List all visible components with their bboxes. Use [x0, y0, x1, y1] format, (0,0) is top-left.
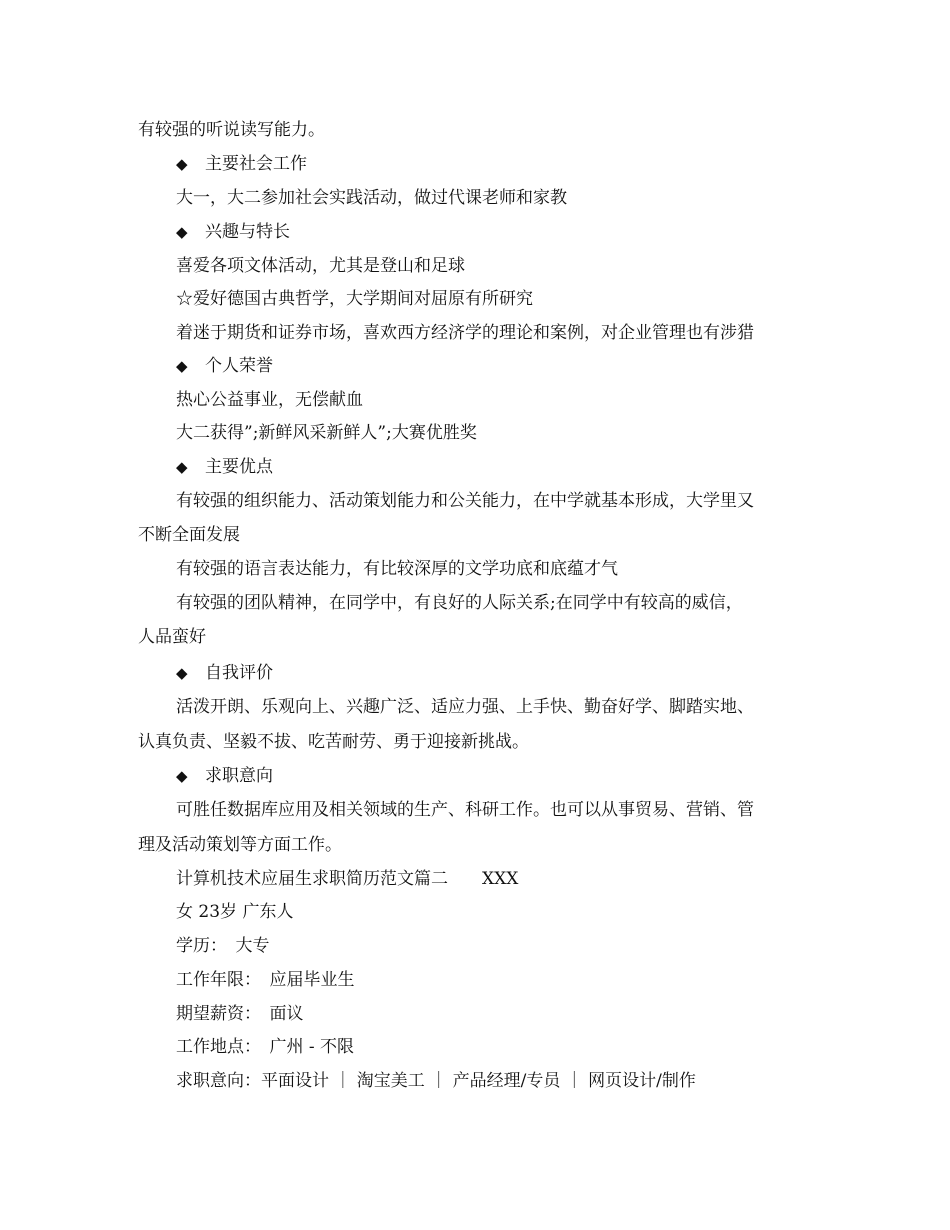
- paragraph-line: 喜爱各项文体活动，尤其是登山和足球: [176, 256, 465, 276]
- paragraph-line: 热心公益事业，无偿献血: [176, 390, 363, 410]
- diamond-bullet-icon: ◆: [176, 223, 188, 241]
- paragraph-line: 不断全面发展: [138, 525, 240, 545]
- section-heading-text: 个人荣誉: [205, 356, 273, 376]
- paragraph-line: 大二获得”;新鲜风采新鲜人”;大赛优胜奖: [176, 423, 477, 443]
- paragraph-line: 人品蛮好: [138, 627, 206, 647]
- resume-two-work-years: 工作年限： 应届毕业生: [176, 970, 355, 990]
- diamond-bullet-icon: ◆: [176, 357, 188, 375]
- paragraph-line: 可胜任数据库应用及相关领域的生产、科研工作。也可以从事贸易、营销、管: [176, 800, 754, 820]
- resume-two-title: 计算机技术应届生求职简历范文篇二 XXX: [176, 869, 519, 889]
- section-heading-self-eval: [176, 661, 273, 685]
- section-heading-text: 主要社会工作: [205, 154, 307, 174]
- paragraph-line: 有较强的语言表达能力，有比较深厚的文学功底和底蕴才气: [176, 559, 618, 579]
- paragraph-line: 有较强的团队精神，在同学中，有良好的人际关系;在同学中有较高的威信，: [176, 593, 743, 613]
- paragraph-line: 认真负责、坚毅不拔、吃苦耐劳、勇于迎接新挑战。: [138, 732, 529, 752]
- section-heading-strengths: [176, 455, 273, 479]
- section-heading-interests: [176, 220, 290, 244]
- paragraph-line: 活泼开朗、乐观向上、兴趣广泛、适应力强、上手快、勤奋好学、脚踏实地、: [176, 697, 754, 717]
- diamond-bullet-icon: ◆: [176, 664, 188, 682]
- paragraph-line: 着迷于期货和证券市场，喜欢西方经济学的理论和案例，对企业管理也有涉猎: [176, 323, 754, 343]
- paragraph-line: 有较强的组织能力、活动策划能力和公关能力，在中学就基本形成，大学里又: [176, 491, 754, 511]
- resume-two-salary: 期望薪资： 面议: [176, 1004, 304, 1024]
- paragraph-line: ☆爱好德国古典哲学，大学期间对屈原有所研究: [176, 289, 533, 309]
- paragraph-line: 理及活动策划等方面工作。: [138, 835, 342, 855]
- paragraph-line: 有较强的听说读写能力。: [138, 120, 325, 140]
- resume-two-job-intent: 求职意向：平面设计 ｜ 淘宝美工 ｜ 产品经理/专员 ｜ 网页设计/制作: [176, 1071, 696, 1091]
- section-heading-honors: [176, 354, 273, 378]
- section-heading-social: [176, 152, 307, 176]
- diamond-bullet-icon: ◆: [176, 767, 188, 785]
- resume-two-education: 学历： 大专: [176, 936, 270, 956]
- section-heading-text: 主要优点: [205, 457, 273, 477]
- paragraph-line: 大一，大二参加社会实践活动，做过代课老师和家教: [176, 188, 567, 208]
- resume-two-basic-info: 女 23岁 广东人: [176, 902, 294, 922]
- diamond-bullet-icon: ◆: [176, 458, 188, 476]
- section-heading-text: 求职意向: [205, 766, 273, 786]
- section-heading-text: 自我评价: [205, 663, 273, 683]
- section-heading-text: 兴趣与特长: [205, 222, 290, 242]
- resume-two-location: 工作地点： 广州 - 不限: [176, 1037, 355, 1057]
- section-heading-intent: [176, 764, 273, 788]
- diamond-bullet-icon: ◆: [176, 155, 188, 173]
